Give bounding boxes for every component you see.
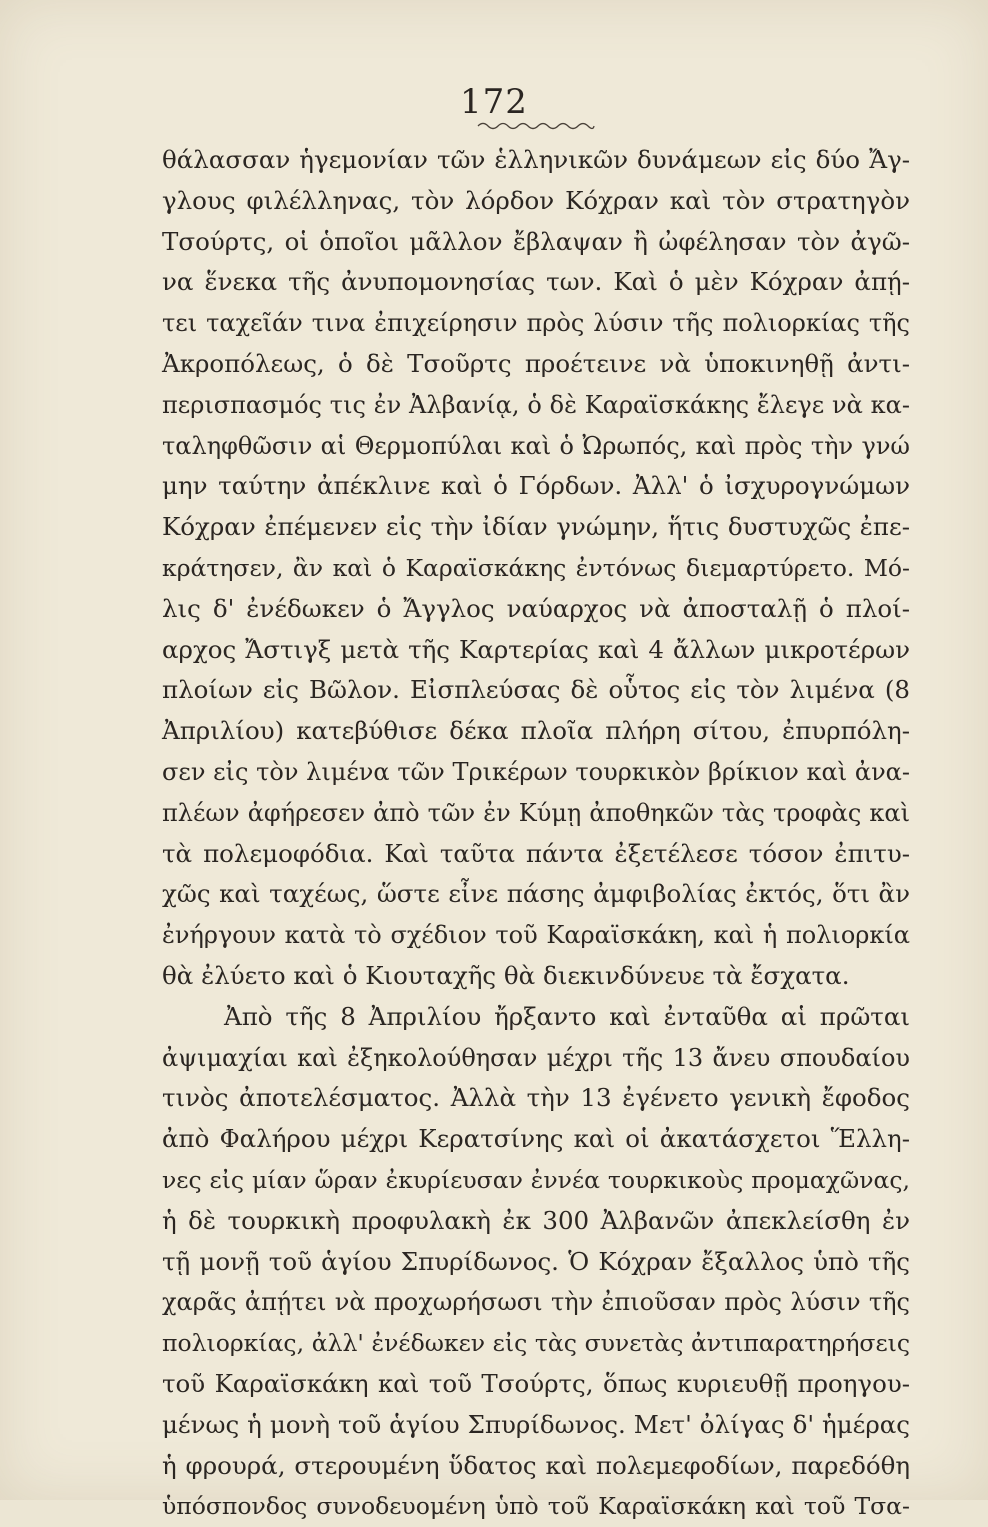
text-line: τὰ πολεμοφόδια. Καὶ ταῦτα πάντα ἐξετέλεσε τόσον ἐπιτυ-	[162, 838, 910, 868]
text-line: ἀπὸ Φαλήρου μέχρι Κερατσίνης καὶ οἱ ἀκατάσχετοι Ἕλλη-	[162, 1124, 910, 1154]
body-text	[162, 140, 910, 1527]
text-line: ἡ φρουρά, στερουμένη ὕδατος καὶ πολεμεφοδίων, παρεδόθη	[162, 1450, 910, 1480]
text-line: ἀψιμαχίαι καὶ ἐξηκολούθησαν μέχρι τῆς 13 ἄνευ σπουδαίου	[162, 1043, 910, 1072]
text-line: ταληφθῶσιν αἱ Θερμοπύλαι καὶ ὁ Ὠρωπός, καὶ πρὸς τὴν γνώ	[162, 431, 910, 460]
text-line: τῇ μονῇ τοῦ ἁγίου Σπυρίδωνος. Ὁ Κόχραν ἔξαλλος ὑπὸ τῆς	[162, 1246, 910, 1276]
text-line: Τσούρτς, οἱ ὁποῖοι μᾶλλον ἔβλαψαν ἢ ὠφέλησαν τὸν ἀγῶ-	[162, 226, 910, 256]
text-line: πλέων ἀφήρεσεν ἀπὸ τῶν ἐν Κύμῃ ἀποθηκῶν τὰς τροφὰς καὶ	[162, 798, 910, 827]
text-line: να ἕνεκα τῆς ἀνυπομονησίας των. Καὶ ὁ μὲν Κόχραν ἀπῄ-	[162, 267, 910, 297]
text-line: ἐνήργουν κατὰ τὸ σχέδιον τοῦ Καραϊσκάκη, καὶ ἡ πολιορκία	[162, 921, 910, 950]
text-line: ἡ δὲ τουρκικὴ προφυλακὴ ἐκ 300 Ἀλβανῶν ἀπεκλείσθη ἐν	[162, 1205, 910, 1235]
text-line: τοῦ Καραϊσκάκη καὶ τοῦ Τσούρτς, ὅπως κυριευθῇ προηγου-	[162, 1368, 910, 1398]
text-line: χῶς καὶ ταχέως, ὥστε εἶνε πάσης ἀμφιβολίας ἐκτός, ὅτι ἂν	[162, 879, 910, 909]
text-line: σεν εἰς τὸν λιμένα τῶν Τρικέρων τουρκικὸν βρίκιον καὶ ἀνα-	[162, 757, 910, 786]
text-line: κράτησεν, ἂν καὶ ὁ Καραϊσκάκης ἐντόνως διεμαρτύρετο. Μό-	[162, 553, 910, 582]
text-line: θάλασσαν ἡγεμονίαν τῶν ἑλληνικῶν δυνάμεων εἰς δύο Ἄγ-	[162, 145, 910, 174]
text-line: γλους φιλέλληνας, τὸν λόρδον Κόχραν καὶ τὸν στρατηγὸν	[162, 185, 910, 215]
text-line: Ἀκροπόλεως, ὁ δὲ Τσοῦρτς προέτεινε νὰ ὑποκινηθῇ ἀντι-	[162, 348, 910, 378]
text-line: μην ταύτην ἀπέκλινε καὶ ὁ Γόρδων. Ἀλλ' ὁ ἰσχυρογνώμων	[162, 471, 910, 501]
page-number: 172	[460, 82, 528, 122]
text-line: νες εἰς μίαν ὥραν ἐκυρίευσαν ἐννέα τουρκικοὺς προμαχῶνας,	[162, 1165, 910, 1194]
text-line: τει ταχεῖάν τινα ἐπιχείρησιν πρὸς λύσιν τῆς πολιορκίας τῆς	[162, 309, 910, 338]
text-line: Ἀπὸ τῆς 8 Ἀπριλίου ἤρξαντο καὶ ἐνταῦθα αἱ πρῶται	[224, 1001, 910, 1031]
text-line: χαρᾶς ἀπῄτει νὰ προχωρήσωσι τὴν ἐπιοῦσαν πρὸς λύσιν τῆς	[162, 1288, 910, 1317]
text-line: πολιορκίας, ἀλλ' ἐνέδωκεν εἰς τὰς συνετὰς ἀντιπαρατηρήσεις	[162, 1329, 910, 1358]
text-line: θὰ ἐλύετο καὶ ὁ Κιουταχῆς θὰ διεκινδύνευε τὰ ἔσχατα.	[162, 960, 850, 990]
text-line: Κόχραν ἐπέμενεν εἰς τὴν ἰδίαν γνώμην, ἥτις δυστυχῶς ἐπε-	[162, 512, 910, 542]
text-line: πλοίων εἰς Βῶλον. Εἰσπλεύσας δὲ οὗτος εἰς τὸν λιμένα (8	[162, 675, 910, 705]
text-line: αρχος Ἄστιγξ μετὰ τῆς Καρτερίας καὶ 4 ἄλλων μικροτέρων	[162, 634, 910, 664]
wavy-rule-ornament	[476, 120, 596, 132]
text-line: τινὸς ἀποτελέσματος. Ἀλλὰ τὴν 13 ἐγένετο γενικὴ ἔφοδος	[162, 1083, 910, 1113]
text-line: ὑπόσπονδος συνοδευομένη ὑπὸ τοῦ Καραϊσκάκη καὶ τοῦ Τσα-	[162, 1492, 910, 1521]
text-line: Ἀπριλίου) κατεβύθισε δέκα πλοῖα πλήρη σίτου, ἐπυρπόλη-	[162, 716, 910, 746]
text-line: περισπασμός τις ἐν Ἀλβανίᾳ, ὁ δὲ Καραϊσκάκης ἔλεγε νὰ κα-	[162, 390, 910, 419]
text-line: μένως ἡ μονὴ τοῦ ἁγίου Σπυρίδωνος. Μετ' ὀλίγας δ' ἡμέρας	[162, 1409, 910, 1439]
text-line: λις δ' ἐνέδωκεν ὁ Ἄγγλος ναύαρχος νὰ ἀποσταλῇ ὁ πλοί-	[162, 593, 910, 623]
